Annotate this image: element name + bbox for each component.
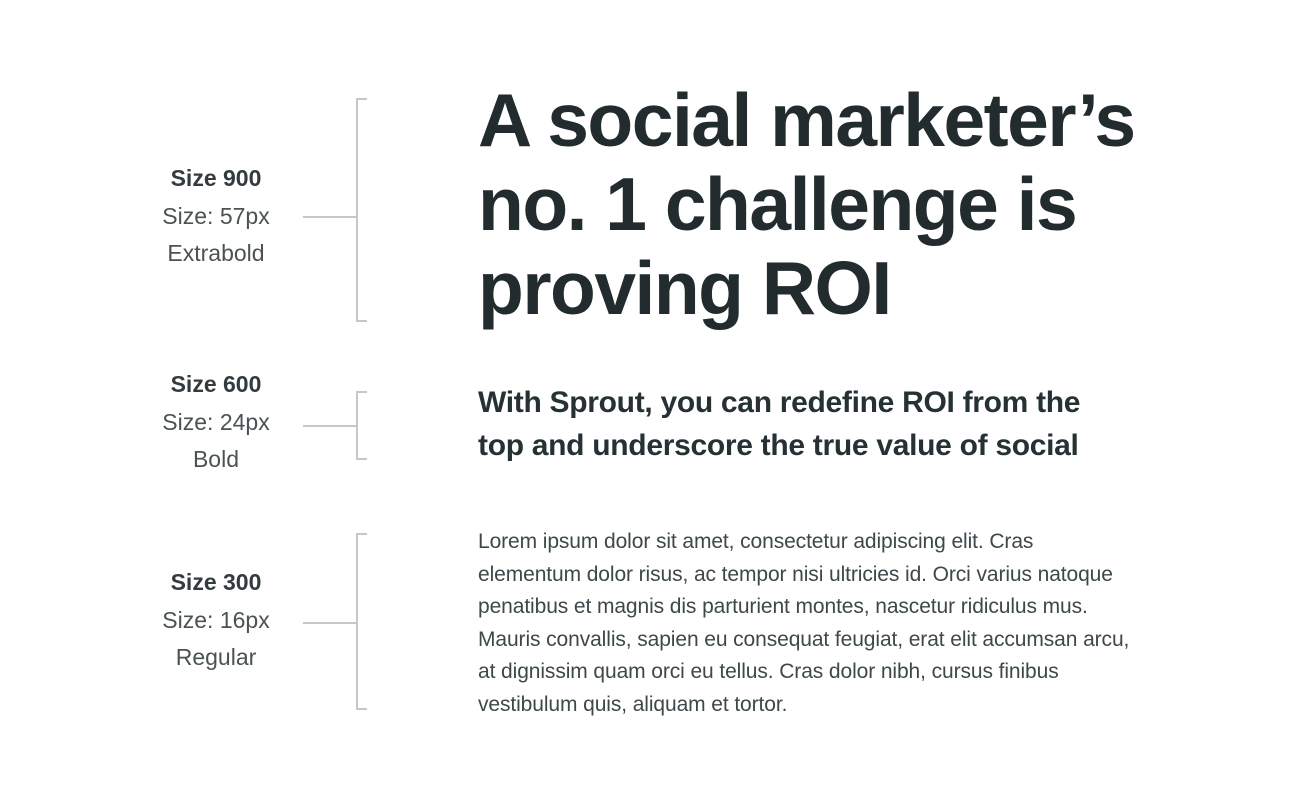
size-900-bracket [356,98,367,322]
heading-line-1: A social marketer’s [478,78,1135,162]
body-line-6: vestibulum quis, aliquam et tortor. [478,692,788,716]
size-600-label-weight: Bold [192,446,240,472]
subheading-line-1: With Sprout, you can redefine ROI from the [478,386,1081,419]
heading-line-2: no. 1 challenge is [478,162,1077,246]
size-300-bracket [356,533,367,710]
size-900-label-size: Size: 57px [162,202,270,229]
body-line-2: elementum dolor risus, ac tempor nisi ultricies id. Orci varius natoque [478,562,1113,586]
size-600-bracket [356,391,367,460]
size-300-label-block [106,564,326,677]
subheading-line-2: top and underscore the true value of social [478,429,1079,462]
size-900-label-title: Size 900 [170,165,262,191]
size-300-connector-line [303,622,356,624]
subheading [478,381,1080,467]
body-line-1: Lorem ipsum dolor sit amet, consectetur adipiscing elit. Cras [478,530,1034,553]
heading-line-3: proving ROI [478,246,891,330]
body-line-5: at dignissim quam orci eu tellus. Cras dolor nibh, cursus finibus [478,660,1059,683]
size-600-label-title: Size 600 [170,371,262,397]
body-line-4: Mauris convallis, sapien eu consequat feugiat, erat elit accumsan arcu, [478,627,1130,651]
size-900-label-block [106,160,326,273]
size-300-label-size: Size: 16px [162,606,270,633]
body-paragraph [478,526,1129,721]
size-600-connector-line [303,425,356,427]
heading [478,78,1135,330]
size-600-label-size: Size: 24px [162,408,270,435]
size-900-label-weight: Extrabold [167,240,265,266]
size-300-label-weight: Regular [175,644,257,670]
size-900-connector-line [303,216,356,218]
size-600-label-block [106,366,326,479]
body-line-3: penatibus et magnis dis parturient montes, nascetur ridiculus mus. [478,595,1088,618]
size-300-label-title: Size 300 [170,569,262,595]
